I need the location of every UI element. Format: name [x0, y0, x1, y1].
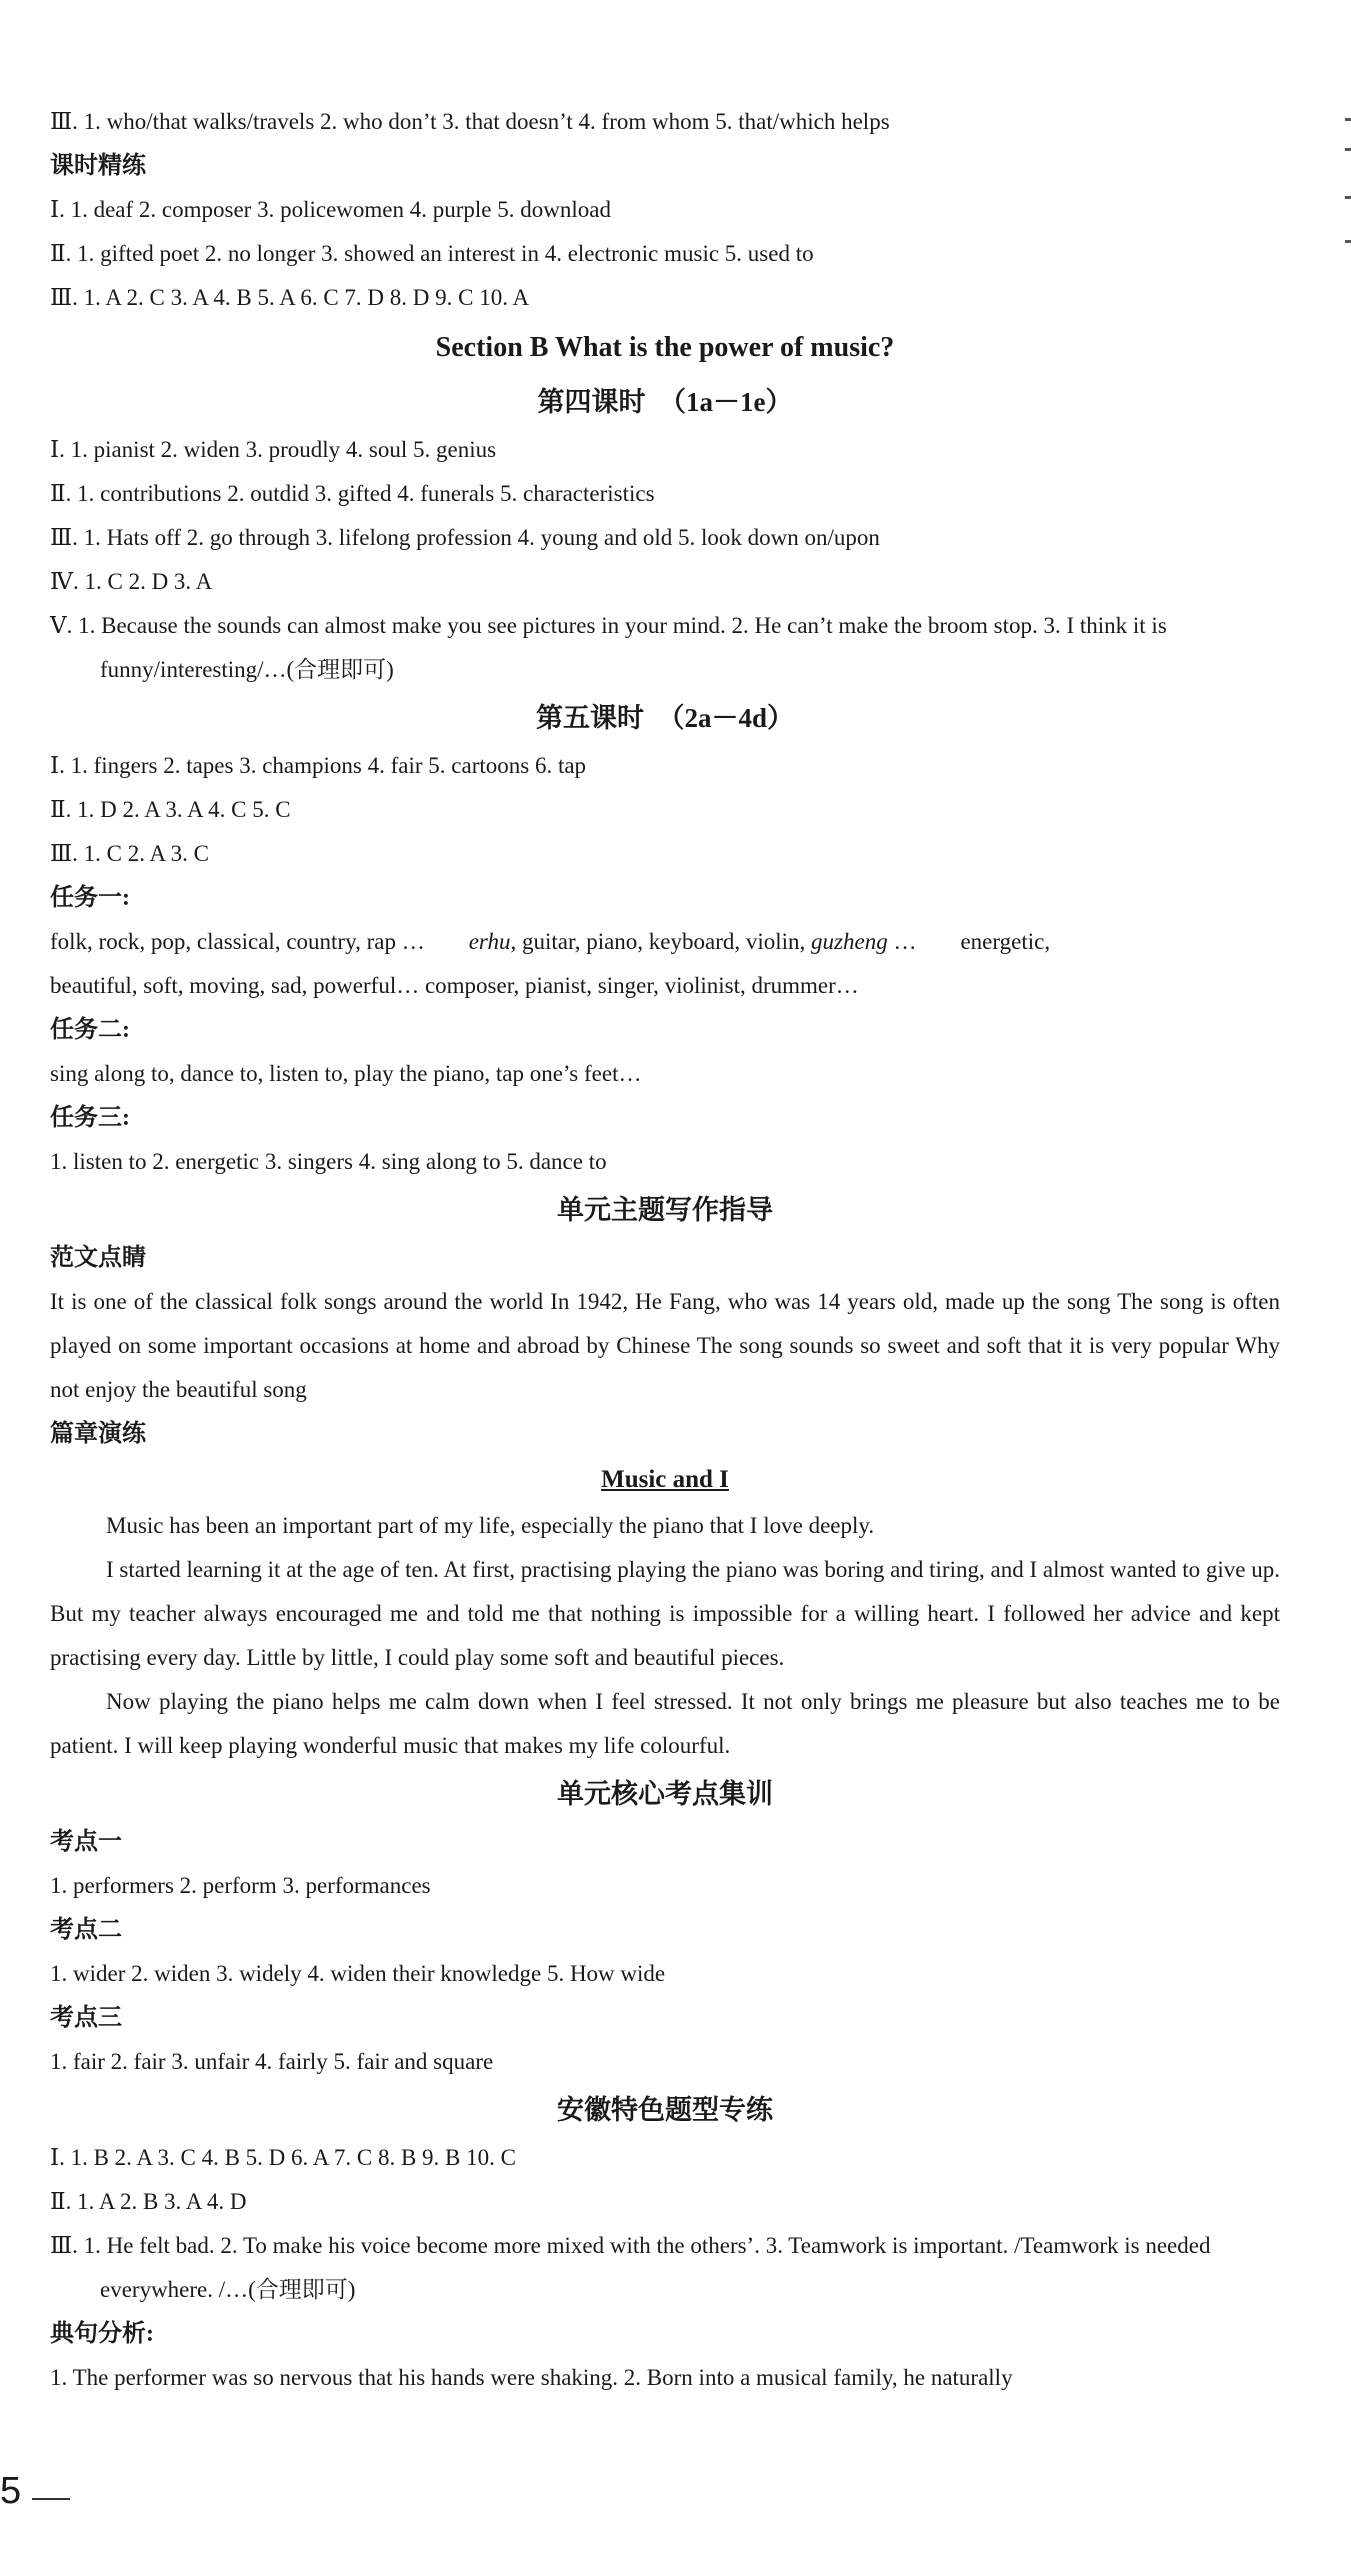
section-title: 安徽特色题型专练 — [557, 2095, 773, 2125]
edge-mark — [1345, 148, 1351, 151]
section-title: 单元主题写作指导 — [557, 1195, 773, 1225]
edge-mark — [1345, 118, 1351, 121]
ellipsis: … — [893, 929, 917, 954]
essay-paragraph: Music has been an important part of my life, especially the piano that I love deeply. — [106, 1513, 875, 1538]
footer-rule — [32, 2498, 70, 2500]
task-heading: 任务一: — [50, 885, 130, 911]
answer-line: Ⅰ. 1. fingers 2. tapes 3. champions 4. fair 5. cartoons 6. tap — [50, 753, 587, 778]
edge-mark — [1345, 196, 1351, 199]
point-heading: 考点一 — [50, 1829, 122, 1855]
sample-paragraph: It is one of the classical folk songs around the world In 1942, He Fang, who was 14 years old, made up the song The song is often played on some important occasions at home and abroad by Chinese The song sounds so sweet and soft that it is very popular Why not enjoy the beautiful song — [50, 1289, 1280, 1402]
answer-line: beautiful, soft, moving, sad, powerful… composer, pianist, singer, violinist, drummer… — [50, 973, 859, 998]
section-heading: 典句分析: — [50, 2321, 154, 2347]
lesson-title: 第四课时 （1a－1e） — [537, 387, 793, 417]
instrument-guzheng: guzheng — [811, 929, 888, 954]
section-heading: 篇章演练 — [50, 1421, 146, 1447]
answer-line: Ⅱ. 1. D 2. A 3. A 4. C 5. C — [50, 797, 291, 822]
section-title: Section B What is the power of music? — [435, 332, 895, 363]
genre-list: folk, rock, pop, classical, country, rap … — [50, 929, 425, 954]
answer-line: 1. fair 2. fair 3. unfair 4. fairly 5. fair and square — [50, 2049, 494, 2074]
edge-mark — [1345, 240, 1351, 243]
essay-paragraph: I started learning it at the age of ten. At first, practising playing the piano was boring and tiring, and I almost wanted to give up. But my teacher always encouraged me and told me that nothing is impossible for a willing heart. I followed her advice and kept practising every day. Little by little, I could play some soft and beautiful pieces. — [50, 1557, 1280, 1670]
answer-line: sing along to, dance to, listen to, play the piano, tap one’s feet… — [50, 1061, 642, 1086]
answer-line: Ⅳ. 1. C 2. D 3. A — [50, 569, 213, 594]
instrument-list: , guitar, piano, keyboard, violin, — [510, 929, 806, 954]
instrument-erhu: erhu — [468, 929, 511, 954]
answer-page — [50, 100, 1280, 2400]
point-heading: 考点二 — [50, 1917, 122, 1943]
answer-line: 1. wider 2. widen 3. widely 4. widen their knowledge 5. How wide — [50, 1961, 666, 1986]
answer-line: 1. listen to 2. energetic 3. singers 4. sing along to 5. dance to — [50, 1149, 607, 1174]
essay-paragraph: Now playing the piano helps me calm down when I feel stressed. It not only brings me pleasure but also teaches me to be patient. I will keep playing wonderful music that makes my life colourful. — [50, 1689, 1280, 1758]
section-heading: 课时精练 — [50, 153, 146, 179]
task-heading: 任务三: — [50, 1105, 130, 1131]
answer-line: Ⅲ. 1. Hats off 2. go through 3. lifelong profession 4. young and old 5. look down on/upon — [50, 525, 880, 550]
answer-line: Ⅲ. 1. C 2. A 3. C — [50, 841, 209, 866]
answer-line: Ⅲ. 1. who/that walks/travels 2. who don’t 3. that doesn’t 4. from whom 5. that/which helps — [50, 109, 890, 134]
answer-line: Ⅱ. 1. gifted poet 2. no longer 3. showed an interest in 4. electronic music 5. used to — [50, 241, 814, 266]
answer-line: Ⅲ. 1. He felt bad. 2. To make his voice become more mixed with the others’. 3. Teamwork is important. /Teamwork is needed everywhere. /…(合理即可) — [50, 2233, 1211, 2302]
answer-line: Ⅰ. 1. B 2. A 3. C 4. B 5. D 6. A 7. C 8. B 9. B 10. C — [50, 2145, 516, 2170]
answer-line: 1. The performer was so nervous that his hands were shaking. 2. Born into a musical family, he naturally — [50, 2365, 1013, 2390]
page-number: 5 — [0, 2470, 22, 2512]
answer-line: Ⅰ. 1. deaf 2. composer 3. policewomen 4. purple 5. download — [50, 197, 611, 222]
section-title: 单元核心考点集训 — [557, 1779, 773, 1809]
lesson-title: 第五课时 （2a－4d） — [535, 703, 795, 733]
section-heading: 范文点睛 — [50, 1245, 146, 1271]
answer-line: Ⅰ. 1. pianist 2. widen 3. proudly 4. soul 5. genius — [50, 437, 497, 462]
answer-line: 1. performers 2. perform 3. performances — [50, 1873, 431, 1898]
answer-line: Ⅱ. 1. contributions 2. outdid 3. gifted 4. funerals 5. characteristics — [50, 481, 655, 506]
answer-line — [50, 920, 1280, 964]
essay-title: Music and I — [601, 1466, 729, 1493]
answer-line: Ⅱ. 1. A 2. B 3. A 4. D — [50, 2189, 247, 2214]
task-heading: 任务二: — [50, 1017, 130, 1043]
answer-line: Ⅲ. 1. A 2. C 3. A 4. B 5. A 6. C 7. D 8. D 9. C 10. A — [50, 285, 530, 310]
adjective-list: energetic, — [960, 929, 1051, 954]
point-heading: 考点三 — [50, 2005, 122, 2031]
answer-line: Ⅴ. 1. Because the sounds can almost make you see pictures in your mind. 2. He can’t make the broom stop. 3. I think it is funny/interesting/…(合理即可) — [50, 613, 1167, 682]
